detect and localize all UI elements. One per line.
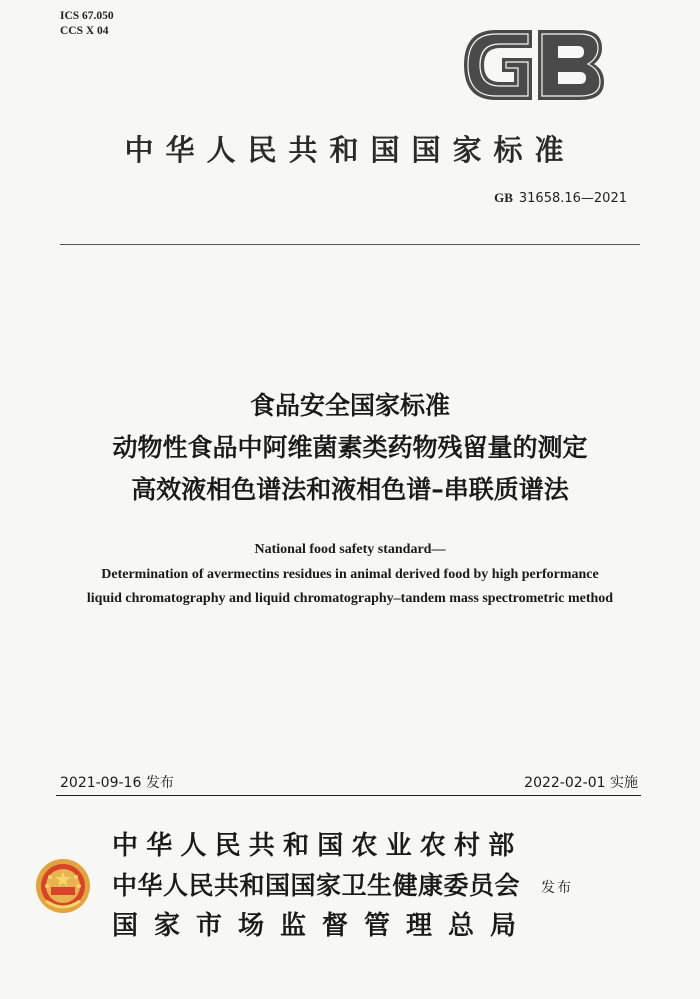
standard-prefix: GB <box>494 190 513 205</box>
issue-label: 发布 <box>541 880 573 896</box>
issuer-ministry-agriculture: 中华人民共和国农业农村部 <box>112 831 523 861</box>
title-en-line1: National food safety standard— <box>254 542 446 557</box>
title-zh-line1: 食品安全国家标准 <box>249 391 450 420</box>
standard-number <box>494 190 627 206</box>
release-label: 发布 <box>145 775 174 791</box>
effective-date-value: 2022-02-01 <box>524 775 606 791</box>
effective-label: 实施 <box>610 775 638 791</box>
release-date <box>60 772 174 792</box>
title-en-line3: liquid chromatography and liquid chromatography–tandem mass spectrometric method <box>86 591 614 606</box>
issuer-market-regulation: 国家市场监督管理总局 <box>112 911 533 941</box>
issuer-health-commission: 中华人民共和国国家卫生健康委员会 <box>112 871 521 900</box>
standard-code: 31658.16—2021 <box>518 191 627 206</box>
footer-divider <box>56 795 641 796</box>
header-divider <box>60 244 640 245</box>
effective-date <box>524 772 638 792</box>
national-standard-heading: 中华人民共和国国家标准 <box>124 133 576 167</box>
title-zh-line2: 动物性食品中阿维菌素类药物残留量的测定 <box>112 433 588 462</box>
gb-logo <box>462 28 606 102</box>
title-en-line2: Determination of avermectins residues in animal derived food by high performance <box>101 567 599 582</box>
title-zh-line3: 高效液相色谱法和液相色谱–串联质谱法 <box>131 475 569 504</box>
ccs-code: CCS X 04 <box>60 25 109 37</box>
national-emblem-icon <box>34 857 92 915</box>
ics-code: ICS 67.050 <box>60 10 114 22</box>
release-date-value: 2021-09-16 <box>60 775 142 791</box>
